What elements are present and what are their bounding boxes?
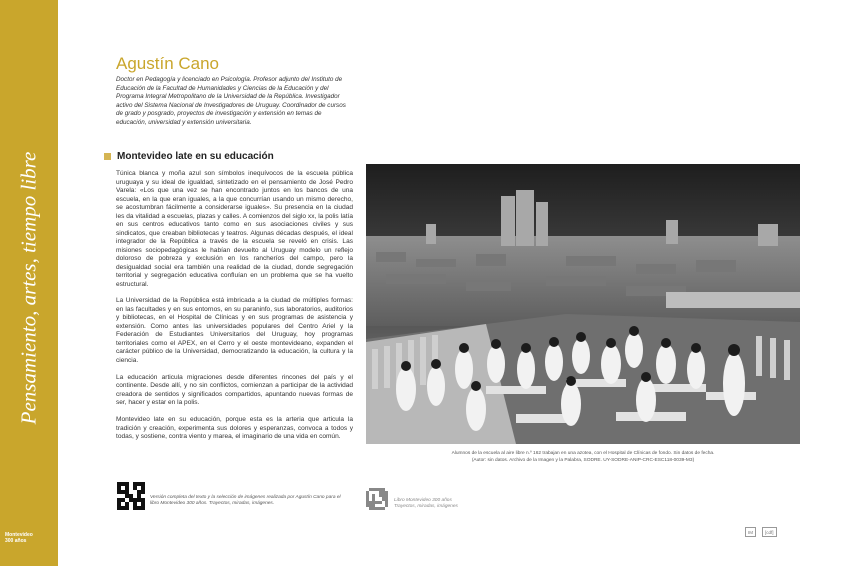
caption-line2: (Autor: sin datos. Archivo de la Imagen y la Palabra, SODRE. UY-SODRE-ANIP-CRC-ESC118-0039-M3): [471, 457, 695, 463]
qr-book-description: [394, 498, 494, 510]
photo-caption: [366, 451, 800, 464]
sidebar-band: [0, 0, 58, 566]
section-category-title: Pensamiento, artes, tiempo libre: [16, 151, 41, 425]
series-footer: [5, 532, 33, 544]
paragraph: Túnica blanca y moña azul son símbolos inequívocos de la escuela pública uruguaya y su ideal de igualdad, sintetizado en el pensamiento de José Pedro Varela: «Los que una vez se han encontrado juntos en los bancos de una escuela, en la que eran iguales, a la que concurrían usando un mismo derecho, se acostumbran fácilmente a considerarse iguales». Su presencia en la ciudad les da vitalidad a escuelas, plazas y calles. A comienzos del siglo xx, la polis latía en sus centros educativos tanto como en sus asociaciones civiles y sus sindicatos, que creaban bibliotecas y teatros. Algunas décadas después, el ideal integrador de la República a través de la escuela se reveló en crisis. Las misiones sociopedagógicas le habían devuelto al Uruguay modelo un reflejo doloroso de pobreza y exclusión en los rancheríos del campo, pero la desigualdad social era también una realidad de la ciudad, donde segregación territorial y segregación educativa confluían en un problema que se ha vuelto estructural.: [116, 170, 353, 288]
author-bio: Doctor en Pedagogía y licenciado en Psicología. Profesor adjunto del Instituto de Educación de la Facultad de Humanidades y Ciencias de la Educación y del Programa Integral Metropolitano de la Universidad de la República. Investigador activo del Sistema Nacional de Investigadores de Uruguay. Coordinador de cursos de grado y posgrado, proyectos de investigación y extensión en temas de educación, universidad y extensión universitaria.: [116, 76, 346, 126]
series-footer-line1: Montevideo: [5, 532, 33, 538]
city-logo: IM: [745, 527, 756, 537]
qr-module: [385, 507, 388, 510]
caption-line1: Alumnos de la escuela al aire libre n.º 162 trabajan en una azotea, con el Hospital de Clínicas de fondo. Sin datos de fecha.: [451, 451, 715, 456]
qr-module: [141, 506, 145, 510]
author-name: Agustín Cano: [116, 54, 220, 73]
section-title: Montevideo late en su educación: [117, 151, 274, 162]
article-body: [116, 170, 353, 450]
archival-photo: [366, 164, 800, 444]
qr-code-book[interactable]: [366, 488, 388, 510]
qr-code-full-text[interactable]: [117, 482, 145, 510]
paragraph: La educación articula migraciones desde diferentes rincones del país y el continente. Desde allí, y no sin conflictos, comienzan a participar de la actividad creadora de sentidos y significados compartidos, apuntando nuevas formas de ser, hacer y estar en la polis.: [116, 373, 353, 407]
qr-description: Versión completa del texto y la selección de imágenes realizada por Agustín Cano para el libro Montevideo 300 años. Trayectos, miradas, imágenes.: [150, 495, 341, 506]
section-marker-square: [104, 153, 111, 160]
logo-group: [745, 527, 777, 537]
qr-book-subtitle: Trayectos, miradas, imágenes: [394, 504, 458, 509]
cdf-logo: [cdf]: [762, 527, 777, 537]
paragraph: Montevideo late en su educación, porque esta es la arteria que articula la tradición y creación, experimenta sus dolores y esperanzas, convoca a todos y todas, y sostiene, contra viento y marea, el imaginario de una vida en común.: [116, 416, 353, 441]
paragraph: La Universidad de la República está imbricada a la ciudad de múltiples formas: en las facultades y en sus entornos, en su paraninfo, sus laboratorios, auditorios y bibliotecas, en el Hospital de Clínicas y en sus programas de asistencia y extensión. Como antes las universidades populares del Centro Ariel y la Federación de Estudiantes Universitarios del Uruguay, hoy programas territoriales como el APEX, en el Cerro y el oeste montevideano, expanden el carácter público de la Universidad, democratizando la educación, la cultura y la ciencia.: [116, 297, 353, 364]
qr-book-title: Libro Montevideo 300 años: [394, 498, 452, 503]
series-footer-line2: 300 años: [5, 538, 27, 544]
